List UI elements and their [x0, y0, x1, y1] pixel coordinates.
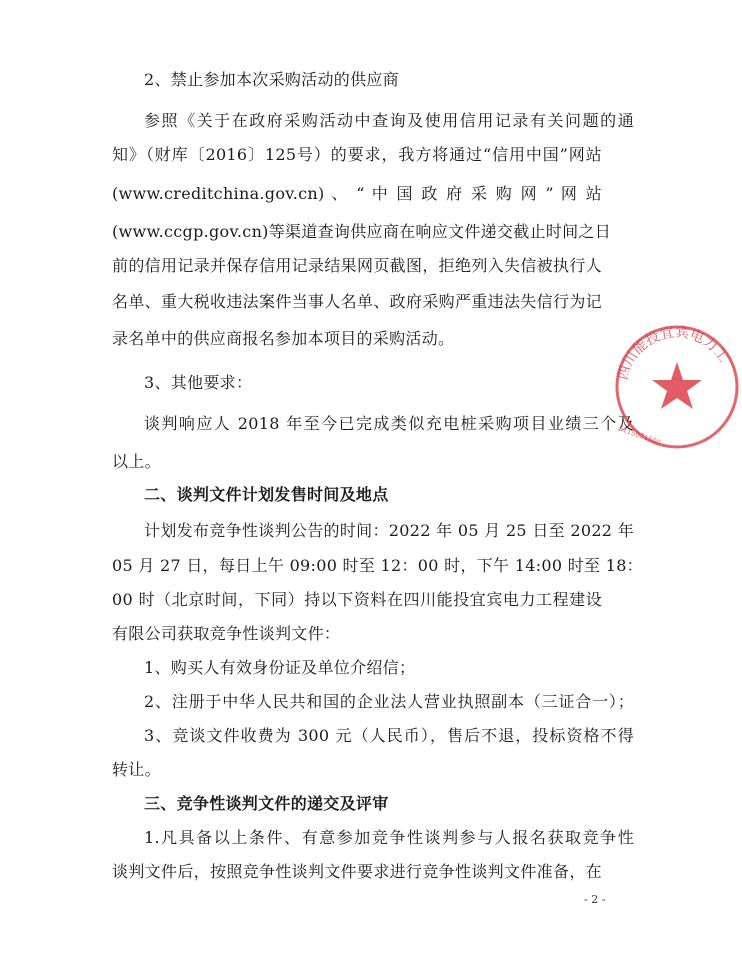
seal-text: 四川能投宜宾电力工: [615, 324, 732, 382]
paragraph-line: (www.creditchina.gov.cn) 、 “ 中 国 政 府 采 购 网 ” 网 站: [112, 184, 602, 203]
paragraph-line: 以上。: [112, 452, 161, 471]
paragraph-line: 计划发布竞争性谈判公告的时间：2022 年 05 月 25 日至 2022 年: [144, 521, 634, 540]
list-item: 3、竞谈文件收费为 300 元（人民币），售后不退，投标资格不得: [144, 726, 634, 745]
paragraph-line: 谈判文件后，按照竞争性谈判文件要求进行竞争性谈判文件准备，在: [112, 862, 602, 881]
seal-star: [652, 362, 702, 409]
list-item: 2、注册于中华人民共和国的企业法人营业执照副本（三证合一）；: [144, 692, 634, 711]
section-3-heading: 3、其他要求：: [144, 373, 253, 392]
section-heading-sale-time: 二、谈判文件计划发售时间及地点: [144, 485, 389, 504]
paragraph-line: 谈判响应人 2018 年至今已完成类似充电桩采购项目业绩三个及: [144, 414, 634, 433]
paragraph-line: 有限公司获取竞争性谈判文件：: [112, 624, 341, 643]
paragraph-line: 00 时（北京时间，下同）持以下资料在四川能投宜宾电力工程建设: [112, 590, 602, 609]
paragraph-line: 知》（财库〔2016〕125号）的要求，我方将通过“信用中国”网站: [112, 145, 602, 164]
seal-code: 5115021500: [617, 424, 662, 448]
paragraph-line: 1.凡具备以上条件、有意参加竞争性谈判参与人报名获取竞争性: [144, 828, 634, 847]
paragraph-line: 录名单中的供应商报名参加本项目的采购活动。: [112, 329, 455, 348]
paragraph-line: (www.ccgp.gov.cn)等渠道查询供应商在响应文件递交截止时间之日: [112, 222, 612, 241]
paragraph-line: 前的信用记录并保存信用记录结果网页截图，拒绝列入失信被执行人: [112, 256, 602, 275]
list-item: 1、购买人有效身份证及单位介绍信；: [144, 658, 416, 677]
paragraph-line: 05 月 27 日，每日上午 09:00 时至 12：00 时，下午 14:00 时至 18：: [112, 556, 643, 575]
paragraph-line: 参照《关于在政府采购活动中查询及使用信用记录有关问题的通: [144, 111, 634, 130]
section-heading-submission: 三、竞争性谈判文件的递交及评审: [144, 794, 389, 813]
company-seal: [612, 322, 742, 452]
paragraph-line: 转让。: [112, 760, 161, 779]
section-2-heading: 2、禁止参加本次采购活动的供应商: [144, 70, 399, 89]
paragraph-line: 名单、重大税收违法案件当事人名单、政府采购严重违法失信行为记: [112, 292, 602, 311]
page-number: - 2 -: [584, 893, 606, 906]
